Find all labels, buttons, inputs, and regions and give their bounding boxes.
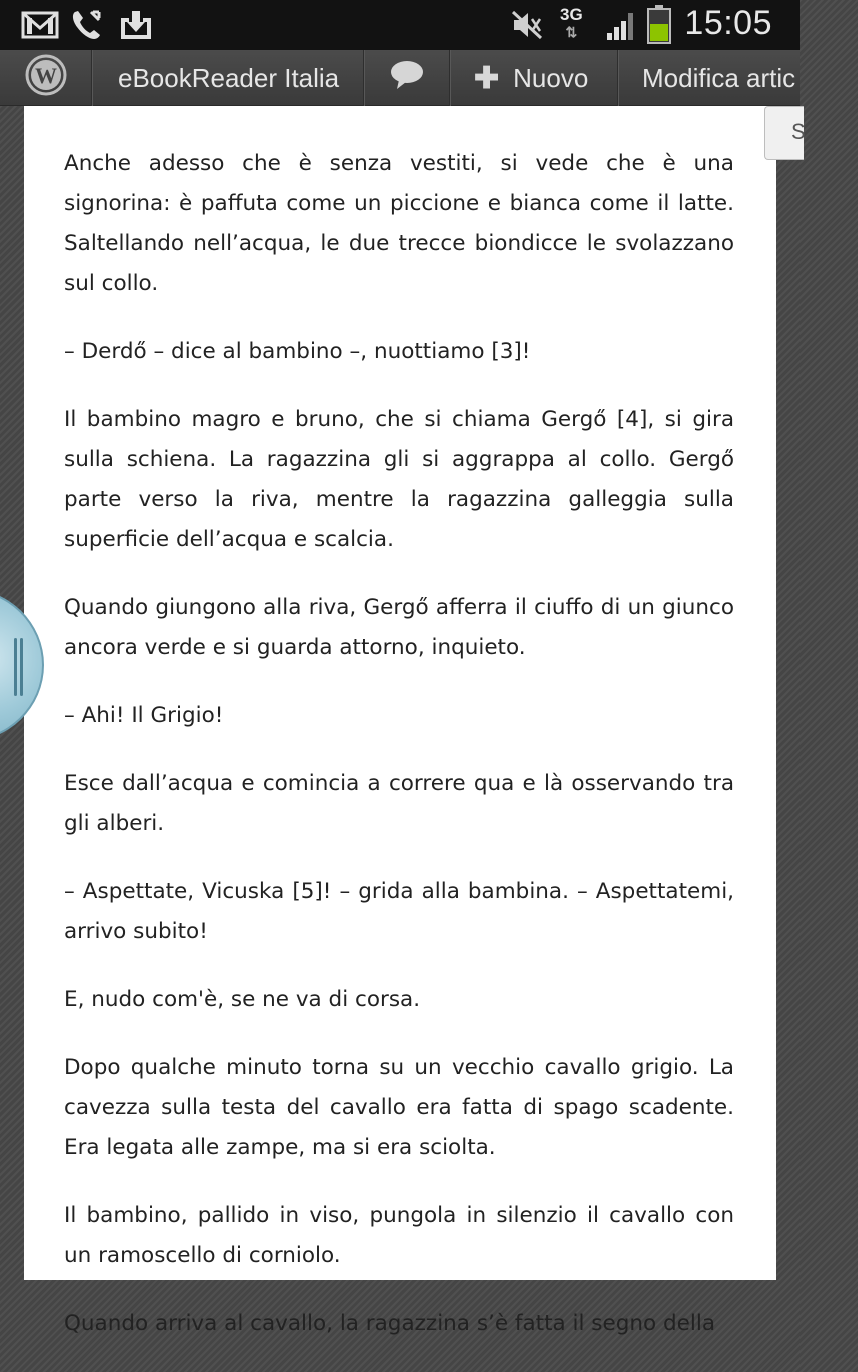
edit-article-button[interactable]: [618, 50, 858, 106]
plus-icon: ✚: [474, 61, 500, 95]
wordpress-menu-button[interactable]: [0, 50, 92, 106]
status-bar: [0, 0, 800, 50]
article-body: [64, 144, 734, 1372]
paragraph: Il bambino magro e bruno, che si chiama Gergő [4], si gira sulla schiena. La ragazzina gli si aggrappa al collo. Gergő parte verso la riva, mentre la ragazzina galleggia sulla superficie dell’acqua e scalcia.: [64, 407, 734, 552]
paragraph: Quando arriva al cavallo, la ragazzina s’è fatta il segno della: [64, 1311, 715, 1336]
paragraph: Esce dall’acqua e comincia a correre qua e là osservando tra gli alberi.: [64, 771, 734, 836]
paragraph: Dopo qualche minuto torna su un vecchio cavallo grigio. La cavezza sulla testa del cavallo era fatta di spago scadente. Era legata alle zampe, ma si era sciolta.: [64, 1055, 734, 1160]
grip-line: [14, 638, 17, 696]
admin-bar: [0, 50, 800, 106]
download-icon: [116, 8, 156, 42]
paragraph: – Aspettate, Vicuska [5]! – grida alla bambina. – Aspettatemi, arrivo subito!: [64, 879, 734, 944]
paragraph: – Ahi! Il Grigio!: [64, 703, 224, 728]
footnote-link[interactable]: [3]: [491, 339, 522, 364]
paragraph: E, nudo com'è, se ne va di corsa.: [64, 987, 421, 1012]
mute-icon: [508, 8, 546, 42]
signal-icon: [604, 8, 638, 42]
comment-bubble-icon: [389, 59, 425, 98]
footnote-link[interactable]: [5]: [292, 879, 323, 904]
battery-icon: [646, 4, 672, 44]
comments-button[interactable]: [364, 50, 450, 106]
edit-article-label: Modifica artic: [642, 62, 796, 93]
new-content-button[interactable]: [450, 50, 618, 106]
paragraph: – Derdő – dice al bambino –, nuottiamo [3]!: [64, 339, 531, 364]
site-name-link[interactable]: [92, 50, 364, 106]
new-label: Nuovo: [513, 62, 589, 93]
site-name-label: eBookReader Italia: [118, 62, 340, 93]
missed-call-icon: [68, 8, 108, 42]
svg-text:W: W: [34, 62, 57, 88]
article-panel: [24, 106, 776, 1336]
side-tab-label: S: [791, 119, 806, 144]
footnote-link[interactable]: [4]: [616, 407, 648, 432]
gmail-icon: [20, 8, 60, 42]
clock: 15:05: [684, 4, 772, 42]
side-search-tab[interactable]: [764, 106, 804, 160]
paragraph: Il bambino, pallido in viso, pungola in silenzio il cavallo con un ramoscello di corniolo.: [64, 1203, 734, 1268]
network-type: 3G ⇅: [560, 5, 583, 40]
paragraph: Anche adesso che è senza vestiti, si vede che è una signorina: è paffuta come un piccione e bianca come il latte. Saltellando nell’acqua, le due trecce biondicce le svolazzano sul collo.: [64, 151, 734, 296]
grip-line: [20, 638, 23, 696]
paragraph: Quando giungono alla riva, Gergő afferra il ciuffo di un giunco ancora verde e si guarda attorno, inquieto.: [64, 595, 734, 660]
wordpress-logo-icon: [25, 54, 67, 103]
